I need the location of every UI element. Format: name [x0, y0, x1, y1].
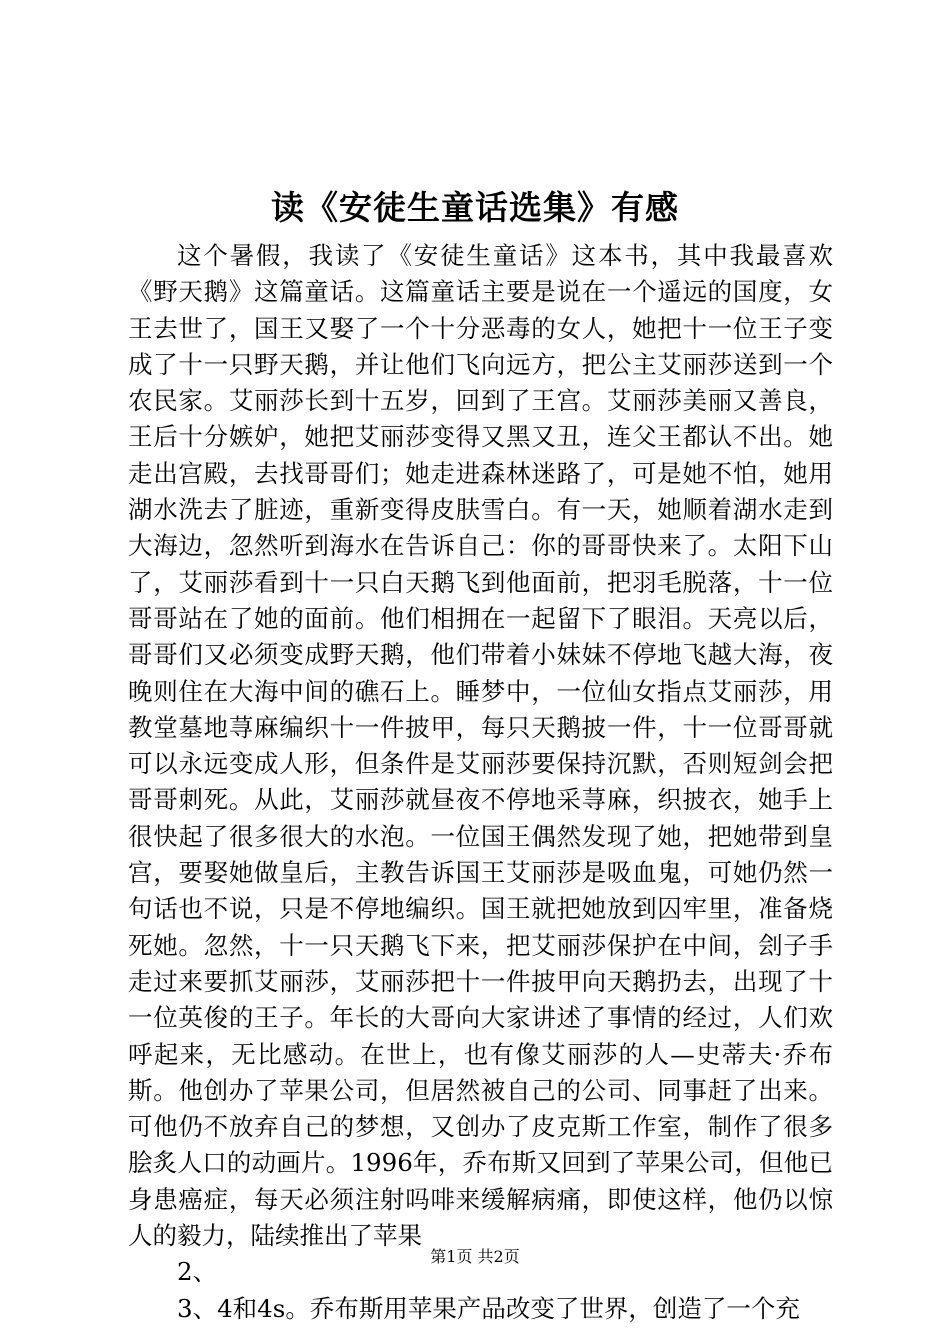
body-paragraph-3: 3、4和4s。乔布斯用苹果产品改变了世界，创造了一个充 — [177, 1293, 800, 1323]
body-paragraph-1: 这个暑假，我读了《安徒生童话》这本书，其中我最喜欢《野天鹅》这篇童话。这篇童话主要是说在一个遥远的国度，女王去世了，国王又娶了一个十分恶毒的女人，她把十一位王子变成了十一只野天鹅，并让他们飞向远方，把公主艾丽莎送到一个农民家。艾丽莎长到十五岁，回到了王宫。艾丽莎美丽又善良，王后十分嫉妒，她把艾丽莎变得又黑又丑，连父王都认不出。她走出宫殿，去找哥哥们；她走进森林迷路了，可是她不怕，她用湖水洗去了脏迹，重新变得皮肤雪白。有一天，她顺着湖水走到大海边，忽然听到海水在告诉自己：你的哥哥快来了。太阳下山了，艾丽莎看到十一只白天鹅飞到他面前，把羽毛脱落，十一位哥哥站在了她的面前。他们相拥在一起留下了眼泪。天亮以后，哥哥们又必须变成野天鹅，他们带着小妹妹不停地飞越大海，夜晚则住在大海中间的礁石上。睡梦中，一位仙女指点艾丽莎，用教堂墓地荨麻编织十一件披甲，每只天鹅披一件，十一位哥哥就可以永远变成人形，但条件是艾丽莎要保持沉默，否则短剑会把哥哥刺死。从此，艾丽莎就昼夜不停地采荨麻，织披衣，她手上很快起了很多很大的水泡。一位国王偶然发现了她，把她带到皇宫，要娶她做皇后，主教告诉国王艾丽莎是吸血鬼，可她仍然一句话也不说，只是不停地编织。国王就把她放到囚牢里，准备烧死她。忽然，十一只天鹅飞下来，把艾丽莎保护在中间，刽子手走过来要抓艾丽莎，艾丽莎把十一件披甲向天鹅扔去，出现了十一位英俊的王子。年长的大哥向大家讲述了事情的经过，人们欢呼起来，无比感动。在世上，也有像艾丽莎的人—史蒂夫·乔布斯。他创办了苹果公司，但居然被自己的公司、同事赶了出来。可他仍不放弃自己的梦想，又创办了皮克斯工作室，制作了很多脍炙人口的动画片。1996年，乔布斯又回到了苹果公司，但他已身患癌症，每天必须注射吗啡来缓解病痛，即使这样，他仍以惊人的毅力，陆续推出了苹果 — [128, 241, 833, 1251]
body-paragraph-2: 2、 — [177, 1257, 218, 1287]
document-body — [128, 238, 833, 1327]
page-footer: 第1页 共2页 — [430, 1247, 520, 1266]
document-title: 读《安徒生童话选集》有感 — [271, 188, 679, 227]
